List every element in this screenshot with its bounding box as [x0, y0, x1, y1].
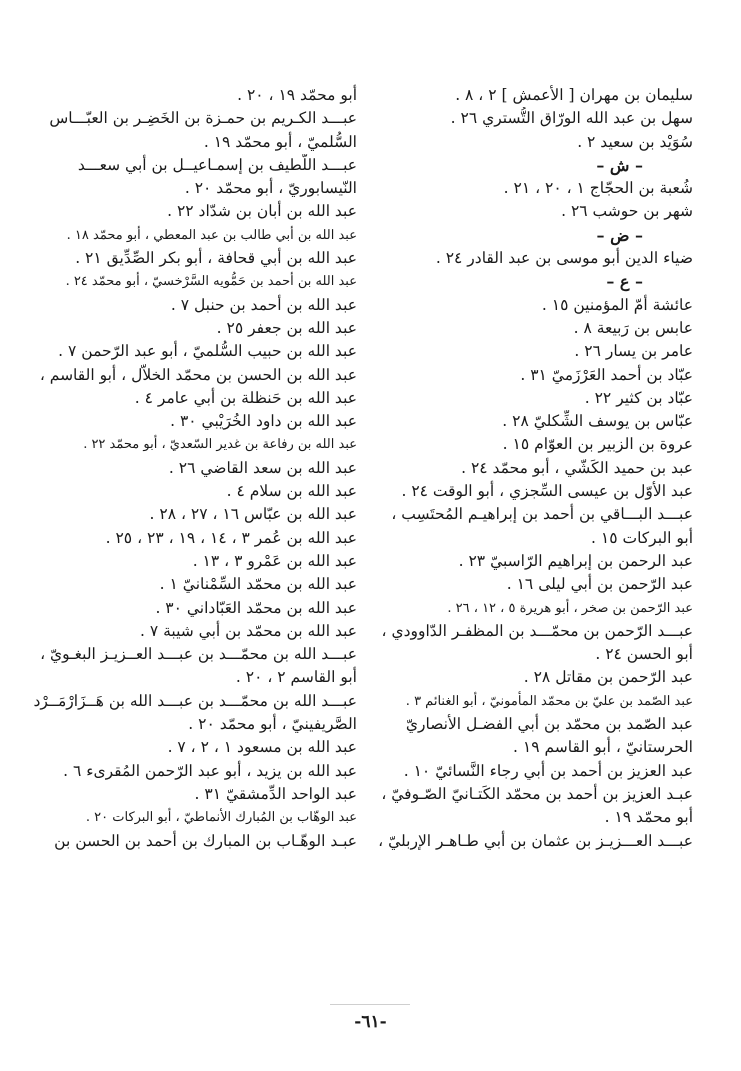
index-entry: عائشة أُمّ المؤمنين ١٥ . [541, 295, 693, 314]
index-entry: عبد الله بن داود الخُرَيْبي ٣٠ . [170, 412, 357, 431]
index-entry: السُّلميّ ، أبو محمّد ١٩ . [203, 132, 357, 151]
index-entry: عبد الله بن أبان بن شدّاد ٢٢ . [167, 202, 357, 221]
index-entry: أبو الحسن ٢٤ . [595, 645, 693, 664]
index-entry: أبو محمّد ١٩ . [604, 808, 693, 827]
index-entry: عبّاد بن كثير ٢٢ . [584, 388, 693, 407]
index-entry: عبـــد الله بن محمّـــد بن عبـــد العــزيـز البغـويّ ، [40, 645, 357, 664]
index-entry: عبـــد العـــزيـز بن عثمان بن أبي طـاهـر الإربليّ ، [378, 831, 693, 850]
index-entry: عبّاد بن أحمد العَرْزَميّ ٣١ . [520, 365, 693, 384]
index-entry: عبـــد الله بن محمّـــد بن عبـــد الله بن هَــزَارْمَــرْد [33, 691, 357, 710]
index-entry: أبو محمّد ١٩ ، ٢٠ . [237, 86, 357, 104]
index-entry: سليمان بن مهران [ الأعمش ] ٢ ، ٨ . [455, 86, 693, 104]
index-entry: عبد الله بن عبّاس ١٦ ، ٢٧ ، ٢٨ . [149, 505, 357, 524]
index-entry: عبد الله بن محمّد العَبّاداني ٣٠ . [155, 598, 357, 617]
page-number: -٦١- [354, 1012, 387, 1032]
index-entry: عبد الله بن سلام ٤ . [226, 482, 357, 501]
index-column-right [365, 84, 693, 853]
index-letter-heading: – ع – [606, 272, 643, 292]
index-entry: شهر بن حوشب ٢٦ . [561, 202, 693, 221]
index-entry: عبد الرحمن بن إبراهيم الرّاسبيّ ٢٣ . [458, 551, 693, 570]
index-entry: عبـــد الكـريم بن حمـزة بن الخَضِـر بن العبّـــاس [49, 109, 357, 128]
index-entry: عبد الله بن مسعود ١ ، ٢ ، ٧ . [167, 738, 357, 757]
index-entry: الحرستانيّ ، أبو القاسم ١٩ . [513, 738, 693, 757]
index-entry: عبد الرّحمن بن أبي ليلى ١٦ . [506, 575, 693, 594]
index-entry: الصَّريفينيّ ، أبو محمّد ٢٠ . [188, 715, 357, 734]
index-entry: أبو البركات ١٥ . [591, 528, 693, 547]
index-entry: عبد الله بن جعفر ٢٥ . [216, 318, 357, 337]
index-entry: عبّاس بن يوسف الشِّكليّ ٢٨ . [502, 412, 693, 431]
index-entry: عبد الله بن أبي قحافة ، أبو بكر الصِّدِّيق ٢١ . [75, 249, 357, 268]
index-entry: أبو القاسم ٢ ، ٢٠ . [235, 668, 357, 687]
index-entry: عبد الله بن حبيب السُّلميّ ، أبو عبد الرّحمن ٧ . [58, 342, 357, 361]
index-entry: عبـــد البـــاقي بن أحمد بن إبراهيـم المُحتَسِب ، [391, 505, 693, 524]
index-entry: عبد الله بن عُمر ٣ ، ١٤ ، ١٩ ، ٢٣ ، ٢٥ . [105, 528, 357, 547]
index-entry: سهل بن عبد الله الورّاق التُّستري ٢٦ . [450, 109, 693, 128]
index-entry: عبد الله بن عَمْرو ٣ ، ١٣ . [192, 551, 357, 570]
index-entry: عروة بن الزبير بن العوّام ١٥ . [502, 435, 693, 454]
index-entry: عبد الله بن حَنظلة بن أبي عامر ٤ . [134, 388, 357, 407]
index-column-left [21, 84, 357, 853]
index-entry: عبد الوهّاب بن المُبارك الأنماطيّ ، أبو البركات ٢٠ . [85, 810, 357, 826]
index-entry: عبـد العزيز بن أحمد بن محمّد الكَتـانيّ الصّـوفيّ ، [381, 784, 693, 803]
index-entry: عابس بن رَبيعة ٨ . [573, 318, 693, 337]
index-entry: عبد الله بن محمّد السِّمْنانيّ ١ . [159, 575, 357, 594]
index-entry: عبد الأوّل بن عيسى السِّجزي ، أبو الوقت ٢٤ . [401, 482, 693, 501]
index-entry: عبد العزيز بن أحمد بن أبي رجاء النَّسائيّ ١٠ . [403, 761, 693, 780]
index-entry: عبد الله بن سعد القاضي ٢٦ . [168, 458, 357, 477]
index-entry: النّيسابوريّ ، أبو محمّد ٢٠ . [184, 179, 357, 198]
index-entry: عبد الله بن أبي طالب بن عبد المعطي ، أبو محمّد ١٨ . [66, 227, 357, 243]
footer-rule [330, 1004, 410, 1005]
index-letter-heading: – ض – [596, 225, 643, 245]
index-entry: عبد الله بن رفاعة بن غدير السّعديّ ، أبو محمّد ٢٢ . [83, 437, 357, 453]
index-entry: عبد الله بن الحسن بن محمّد الخلاّل ، أبو القاسم ، [39, 365, 357, 384]
index-entry: عبـد الوهّـاب بن المبارك بن أحمد بن الحسن بن [54, 831, 357, 850]
index-entry: عبد الله بن محمّد بن أبي شيبة ٧ . [139, 621, 357, 640]
index-entry: عبـــد الرّحمن بن محمّـــد بن المظفـر الدّاوودي ، [381, 621, 693, 640]
index-entry: شُعبة بن الحجّاج ١ ، ٢٠ ، ٢١ . [503, 179, 693, 198]
index-entry: عبد الله بن أحمد بن حنبل ٧ . [170, 295, 357, 314]
index-entry: ضياء الدين أبو موسى بن عبد القادر ٢٤ . [435, 249, 693, 268]
index-entry: عبد الصّمد بن عليّ بن محمّد المأمونيّ ، أبو الغنائم ٣ . [405, 693, 693, 709]
index-entry: عبد الله بن يزيد ، أبو عبد الرّحمن المُقرىء ٦ . [63, 761, 357, 780]
index-letter-heading: – ش – [596, 155, 643, 175]
index-entry: عبد بن حميد الكَشّي ، أبو محمّد ٢٤ . [461, 458, 693, 477]
index-entry: عبـــد اللّطيف بن إسمـاعيــل بن أبي سعـــد [77, 155, 357, 174]
index-entry: عبد الرّحمن بن مقاتل ٢٨ . [523, 668, 693, 687]
index-entry: سُوَيْد بن سعيد ٢ . [577, 132, 693, 151]
index-entry: عبد الواحد الدِّمشقيّ ٣١ . [194, 784, 357, 803]
index-entry: عبد الصّمد بن محمّد بن أبي الفضـل الأنصاريّ [405, 715, 693, 734]
index-entry: عبد الرّحمن بن صخر ، أبو هريرة ٥ ، ١٢ ، ٢٦ . [447, 600, 693, 616]
index-entry: عامر بن يسار ٢٦ . [574, 342, 693, 361]
index-entry: عبد الله بن أحمد بن حَمُّويه السَّرْخسيّ ، أبو محمّد ٢٤ . [65, 274, 357, 290]
